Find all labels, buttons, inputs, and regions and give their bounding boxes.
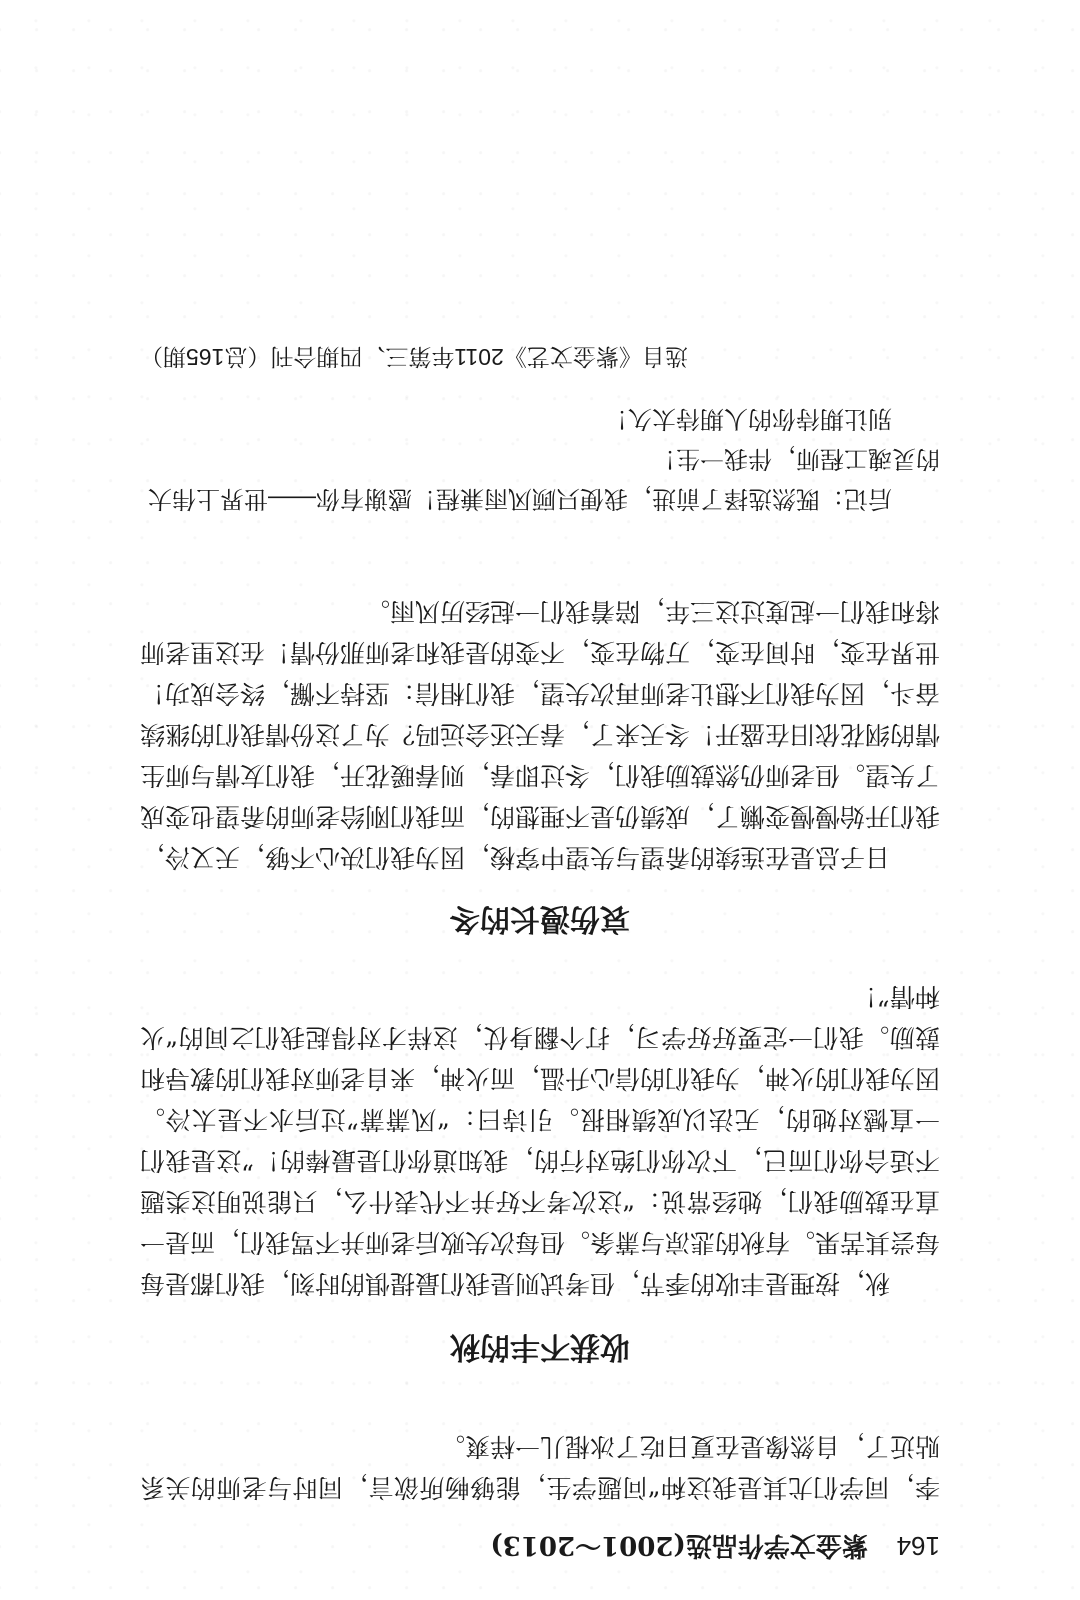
afterword-line: 的灵魂工程师，伴我一生！ [652, 445, 940, 472]
section-title-autumn: 收获不丰的秋 [450, 1329, 630, 1364]
opening-paragraph: 李，同学们尤其是我这种“问题学生，能够畅所欲言，同时与老师的关系贴近了，自然像是在夏日吃了冰棍儿一样爽。 [140, 1432, 940, 1502]
afterword-block [140, 398, 940, 518]
section-paragraph-winter: 日子总是在连续的希望与失望中穿梭，因为我们决心不够，天又冷，我们开始慢慢变懒了，成绩仍是不理想的，而我们刚给老师的希望也变成了失望。但老师仍然鼓励我们，冬过即春，则春暖花开，我们友情与师生情的纲花依旧在盛开！冬天来了，春天还会远吗？为了这份情我们的继续奋斗，因为我们不想让老师再次失望，我们相信：坚持不懈，终会成功！世界在变，时间在变，万物在变，不变的是我和老师那份情！在这里老师将和我们一起度过这三年，陪着我们一起经历风雨。 [139, 597, 940, 872]
page-header [140, 1526, 940, 1566]
book-title: 紫金文学作品选(2001～2013) [490, 1530, 868, 1560]
afterword-line: 后记：既然选择了前进，我便只顾风雨兼程！感谢有你——世界上伟大 [148, 485, 892, 512]
source-citation: 选自《紫金文艺》2011年第三、四期合刊（总165期） [140, 344, 688, 370]
section-paragraph-autumn: 秋，按理是丰收的季节，但考试则是我们最提惧的时刻，我们都是每每尝其苦果。有秋的悲凉与萧条。但每次失败后老师并不骂我们，而是一直在鼓励我们，她经常说：“这次考不好并不代表什么，只能说明这类题不适合你们而已，下次你们绝对行的，我知道你们是最棒的！”这是我们一直憾对她的，无法以成绩相报。引诗曰：“风萧萧”过后水不是太冷。因为我们的火神，为我们的信心升温，而火神，来自老师对我们的教导和鼓励。我们一定要好好学习，打个翻身仗，这样才对得起我们之间的“火种情”！ [139, 982, 940, 1298]
page-number: 164 [896, 1531, 940, 1561]
section-title-winter: 哀伤漫长的冬 [450, 901, 630, 936]
afterword-line: 别让期待你的人期待太久！ [604, 405, 892, 432]
